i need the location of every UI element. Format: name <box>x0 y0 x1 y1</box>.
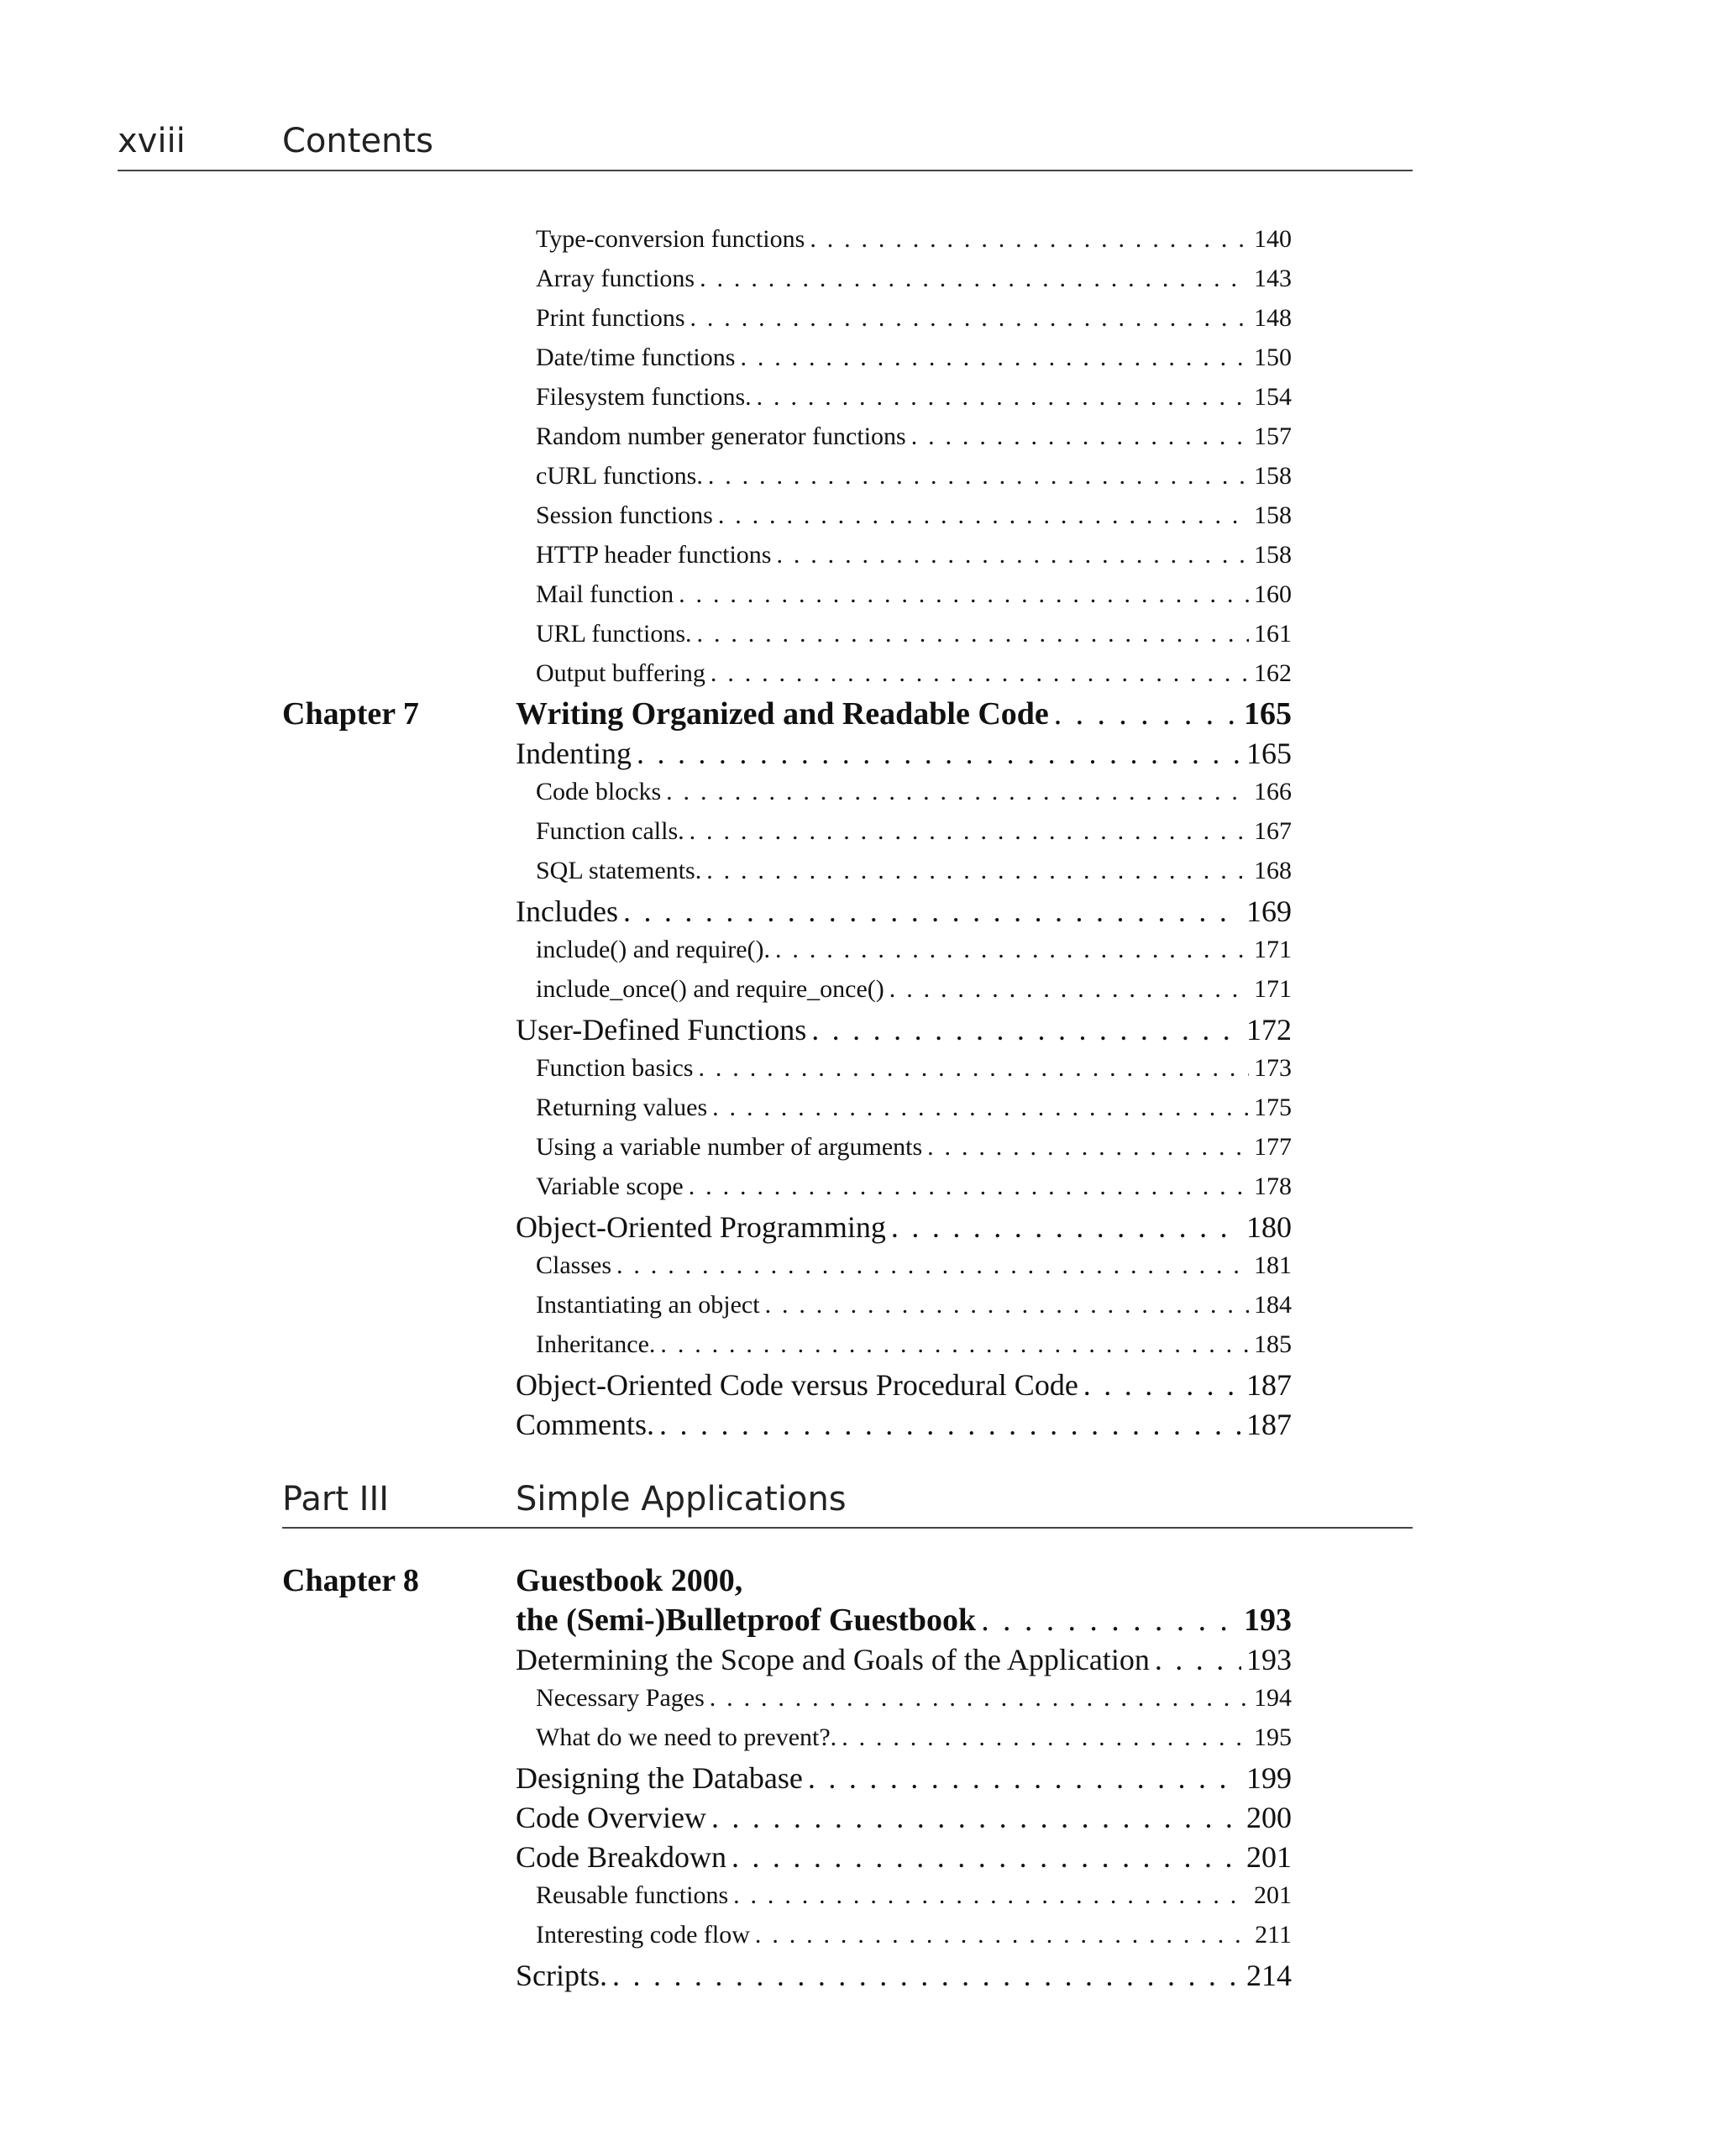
toc-entry <box>536 541 1292 569</box>
toc-entry <box>536 659 1292 688</box>
entry-page: 187 <box>1246 1368 1292 1402</box>
leader-dots <box>776 541 1249 569</box>
toc-entry <box>536 462 1292 490</box>
chapter-7-heading <box>516 695 1292 732</box>
leader-dots <box>700 265 1249 293</box>
leader-dots <box>697 620 1249 648</box>
toc-section <box>516 894 1292 929</box>
entry-page: 199 <box>1246 1761 1292 1795</box>
part-3-title: Simple Applications <box>516 1480 847 1519</box>
toc-section <box>516 1367 1292 1403</box>
toc-entry <box>536 1172 1292 1201</box>
entry-page: 143 <box>1254 265 1292 292</box>
entry-page: 175 <box>1254 1094 1292 1121</box>
toc-entry <box>536 1921 1292 1949</box>
toc-entry <box>536 1251 1292 1280</box>
leader-dots <box>775 936 1249 964</box>
leader-dots <box>660 1330 1249 1359</box>
entry-title: Scripts. <box>516 1959 608 1992</box>
entry-page: 154 <box>1254 383 1292 411</box>
toc-entry <box>536 1291 1292 1319</box>
leader-dots <box>690 304 1250 333</box>
toc-entry <box>536 975 1292 1004</box>
entry-title: Mail function <box>536 580 674 608</box>
entry-title: Determining the Scope and Goals of the Application <box>516 1643 1150 1676</box>
entry-page: 201 <box>1254 1881 1292 1909</box>
toc-entry <box>536 383 1292 412</box>
leader-dots <box>637 736 1241 771</box>
entry-page: 148 <box>1254 304 1292 332</box>
leader-dots <box>755 1921 1250 1949</box>
entry-title: Date/time functions <box>536 344 736 371</box>
entry-title: Code Breakdown <box>516 1840 726 1874</box>
entry-title: Code Overview <box>516 1801 706 1834</box>
entry-title: include() and require(). <box>536 936 771 963</box>
chapter-7-label: Chapter 7 <box>282 696 419 732</box>
leader-dots <box>757 383 1249 412</box>
entry-page: 195 <box>1254 1723 1292 1751</box>
leader-dots <box>689 1172 1249 1201</box>
entry-title: Comments. <box>516 1408 655 1441</box>
toc-entry <box>536 1330 1292 1359</box>
entry-page: 173 <box>1254 1054 1292 1082</box>
toc-entry <box>536 265 1292 293</box>
leader-dots <box>927 1133 1249 1162</box>
leader-dots <box>811 1012 1241 1047</box>
entry-page: 162 <box>1254 659 1292 687</box>
entry-title: Using a variable number of arguments <box>536 1133 923 1161</box>
entry-title: Reusable functions <box>536 1881 729 1909</box>
toc-entry <box>536 857 1292 885</box>
leader-dots <box>810 225 1249 254</box>
toc-section <box>516 1760 1292 1796</box>
chapter-8-heading-line1 <box>516 1562 1292 1599</box>
leader-dots <box>623 894 1241 929</box>
entry-page: 177 <box>1254 1133 1292 1161</box>
entry-title: Indenting <box>516 737 632 770</box>
running-head <box>118 118 1413 171</box>
entry-title: User-Defined Functions <box>516 1013 807 1047</box>
entry-title: include_once() and require_once() <box>536 975 884 1003</box>
entry-title: Session functions <box>536 501 713 529</box>
entry-page: 166 <box>1254 778 1292 805</box>
leader-dots <box>733 1881 1249 1910</box>
leader-dots <box>1083 1367 1241 1403</box>
leader-dots <box>711 659 1249 688</box>
chapter-title: Writing Organized and Readable Code <box>516 696 1049 732</box>
entry-page: 167 <box>1254 817 1292 845</box>
toc-entry <box>536 620 1292 648</box>
leader-dots <box>616 1251 1249 1280</box>
entry-title: Designing the Database <box>516 1761 803 1795</box>
entry-title: Interesting code flow <box>536 1921 750 1949</box>
entry-page: 140 <box>1254 225 1292 253</box>
entry-page: 157 <box>1254 422 1292 450</box>
leader-dots <box>808 1760 1241 1796</box>
entry-title: Returning values <box>536 1094 708 1121</box>
entry-page: 165 <box>1246 737 1292 770</box>
leader-dots <box>706 857 1249 885</box>
leader-dots <box>732 1839 1241 1875</box>
entry-title: Inheritance. <box>536 1330 656 1358</box>
leader-dots <box>690 817 1249 846</box>
leader-dots <box>712 1094 1249 1122</box>
entry-title: Includes <box>516 894 618 928</box>
leader-dots <box>891 1209 1241 1245</box>
entry-page: 181 <box>1254 1251 1292 1279</box>
toc-entry <box>536 1054 1292 1083</box>
entry-title: Function basics <box>536 1054 694 1082</box>
leader-dots <box>679 580 1249 609</box>
leader-dots <box>889 975 1249 1004</box>
leader-dots <box>711 1800 1241 1835</box>
entry-page: 185 <box>1254 1330 1292 1358</box>
entry-page: 180 <box>1246 1210 1292 1244</box>
entry-page: 211 <box>1255 1921 1292 1949</box>
entry-page: 201 <box>1246 1840 1292 1874</box>
entry-page: 214 <box>1246 1959 1292 1992</box>
part-3-label: Part III <box>282 1480 390 1519</box>
leader-dots <box>699 1054 1250 1083</box>
leader-dots <box>666 778 1249 806</box>
entry-page: 187 <box>1246 1408 1292 1441</box>
entry-page: 184 <box>1254 1291 1292 1319</box>
toc-entry <box>536 936 1292 964</box>
toc-entry <box>536 1881 1292 1910</box>
leader-dots <box>842 1723 1249 1752</box>
chapter-page: 165 <box>1244 696 1292 732</box>
entry-page: 168 <box>1254 857 1292 884</box>
entry-page: 158 <box>1254 541 1292 569</box>
chapter-page: 193 <box>1244 1603 1292 1638</box>
toc-entry <box>536 1094 1292 1122</box>
toc-entry <box>536 1723 1292 1752</box>
entry-page: 194 <box>1254 1684 1292 1712</box>
entry-title: URL functions. <box>536 620 692 648</box>
toc-entry <box>536 580 1292 609</box>
toc-section <box>516 1642 1292 1677</box>
entry-page: 200 <box>1246 1801 1292 1834</box>
entry-title: Function calls. <box>536 817 684 845</box>
toc-section <box>516 736 1292 771</box>
entry-title: What do we need to prevent?. <box>536 1723 837 1751</box>
toc-section <box>516 1839 1292 1875</box>
toc-section <box>516 1209 1292 1245</box>
toc-entry <box>536 304 1292 333</box>
entry-page: 150 <box>1254 344 1292 371</box>
entry-title: Code blocks <box>536 778 662 805</box>
entry-title: HTTP header functions <box>536 541 772 569</box>
entry-title: Variable scope <box>536 1172 684 1200</box>
page-number: xviii <box>118 122 186 160</box>
entry-title: Type-conversion functions <box>536 225 805 253</box>
toc-entry <box>536 501 1292 530</box>
entry-title: Filesystem functions. <box>536 383 752 411</box>
entry-title: Print functions <box>536 304 685 332</box>
chapter-title: Guestbook 2000, <box>516 1563 743 1598</box>
entry-page: 161 <box>1254 620 1292 648</box>
entry-title: Classes <box>536 1251 611 1279</box>
part-divider <box>282 1527 1413 1529</box>
entry-page: 193 <box>1246 1643 1292 1676</box>
toc-entry <box>536 1684 1292 1713</box>
toc-entry <box>536 225 1292 254</box>
entry-page: 178 <box>1254 1172 1292 1200</box>
leader-dots <box>708 462 1249 490</box>
leader-dots <box>765 1291 1249 1319</box>
entry-title: Necessary Pages <box>536 1684 705 1712</box>
running-head-title: Contents <box>282 122 433 160</box>
entry-title: Random number generator functions <box>536 422 906 450</box>
entry-page: 171 <box>1254 936 1292 963</box>
entry-page: 158 <box>1254 501 1292 529</box>
leader-dots <box>659 1407 1241 1442</box>
entry-title: Object-Oriented Programming <box>516 1210 886 1244</box>
toc-section <box>516 1800 1292 1835</box>
chapter-8-label: Chapter 8 <box>282 1563 419 1598</box>
entry-title: SQL statements. <box>536 857 702 884</box>
leader-dots <box>981 1602 1239 1639</box>
entry-page: 171 <box>1254 975 1292 1003</box>
toc-entry <box>536 778 1292 806</box>
toc-entry <box>536 817 1292 846</box>
entry-page: 160 <box>1254 580 1292 608</box>
toc-section <box>516 1958 1292 1993</box>
entry-title: Instantiating an object <box>536 1291 760 1319</box>
entry-title: Output buffering <box>536 659 705 687</box>
leader-dots <box>911 422 1249 451</box>
leader-dots <box>740 344 1249 372</box>
leader-dots <box>710 1684 1249 1713</box>
entry-page: 172 <box>1246 1013 1292 1047</box>
leader-dots <box>1155 1642 1241 1677</box>
toc-entry <box>536 1133 1292 1162</box>
toc-section <box>516 1407 1292 1442</box>
leader-dots <box>612 1958 1241 1993</box>
entry-title: Array functions <box>536 265 695 292</box>
chapter-title: the (Semi-)Bulletproof Guestbook <box>516 1603 977 1638</box>
entry-page: 169 <box>1246 894 1292 928</box>
entry-page: 158 <box>1254 462 1292 490</box>
chapter-8-heading-line2 <box>516 1602 1292 1639</box>
entry-title: cURL functions. <box>536 462 703 490</box>
toc-entry <box>536 422 1292 451</box>
toc-section <box>516 1012 1292 1047</box>
leader-dots <box>1054 695 1239 732</box>
leader-dots <box>718 501 1249 530</box>
toc-entry <box>536 344 1292 372</box>
entry-title: Object-Oriented Code versus Procedural Code <box>516 1368 1078 1402</box>
